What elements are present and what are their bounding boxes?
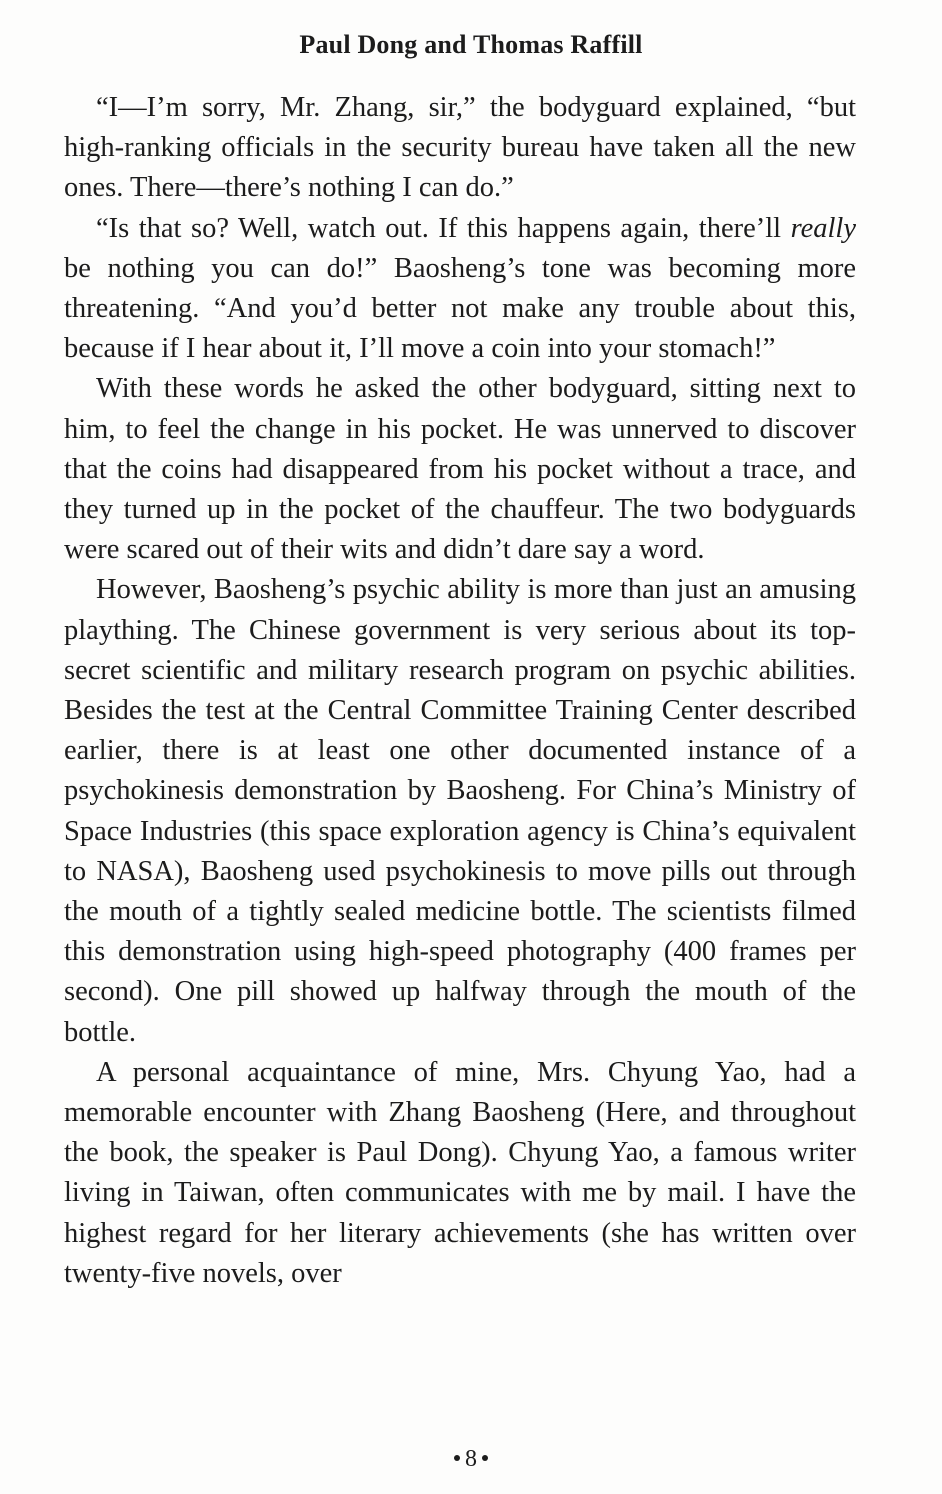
bullet-left-icon (454, 1455, 460, 1461)
paragraph-2-emphasis: really (790, 212, 856, 244)
paragraph-1: “I—I’m sorry, Mr. Zhang, sir,” the bodyguard explained, “but high-ranking officials in the security bureau have taken all the new ones. There—there’s nothing I can do.” (64, 92, 856, 204)
paragraph-5: A personal acquaintance of mine, Mrs. Chyung Yao, had a memorable encounter with Zhang Baosheng (Here, and throughout the book, the speaker is Paul Dong). Chyung Yao, a famous writer living in Taiwan, often communicates with me by mail. I have the highest regard for her literary achievements (she has written over twenty-five novels, over (64, 1056, 856, 1289)
paragraph-3: With these words he asked the other bodyguard, sitting next to him, to feel the change in his pocket. He was unnerved to discover that the coins had disappeared from his pocket without a trace, and they turned up in the pocket of the chauffeur. The two bodyguards were scared out of their wits and didn’t dare say a word. (64, 373, 856, 566)
running-head: Paul Dong and Thomas Raffill (299, 30, 643, 59)
paragraph-2 (64, 209, 856, 370)
paragraph-4: However, Baosheng’s psychic ability is more than just an amusing plaything. The Chinese government is very serious about its top-secret scientific and military research program on psychic abilities. Besides the test at the Central Committee Training Center described earlier, there is at least one other documented instance of a psychokinesis demonstration by Baosheng. For China’s Ministry of Space Industries (this space exploration agency is China’s equivalent to NASA), Baosheng used psychokinesis to move pills out through the mouth of a tightly sealed medicine bottle. The scientists filmed this demonstration using high-speed photography (400 frames per second). One pill showed up halfway through the mouth of the bottle. (64, 574, 856, 1048)
body-text (64, 88, 856, 1294)
bullet-right-icon (482, 1455, 488, 1461)
page-number-footer (0, 1446, 942, 1473)
paragraph-2-before: “Is that so? Well, watch out. If this happens again, there’ll (96, 212, 791, 244)
paragraph-2-after: be nothing you can do!” Baosheng’s tone was becoming more threatening. “And you’d better not make any trouble about this, because if I hear about it, I’ll move a coin into your stomach!” (64, 252, 856, 365)
page-number: 8 (465, 1446, 477, 1472)
